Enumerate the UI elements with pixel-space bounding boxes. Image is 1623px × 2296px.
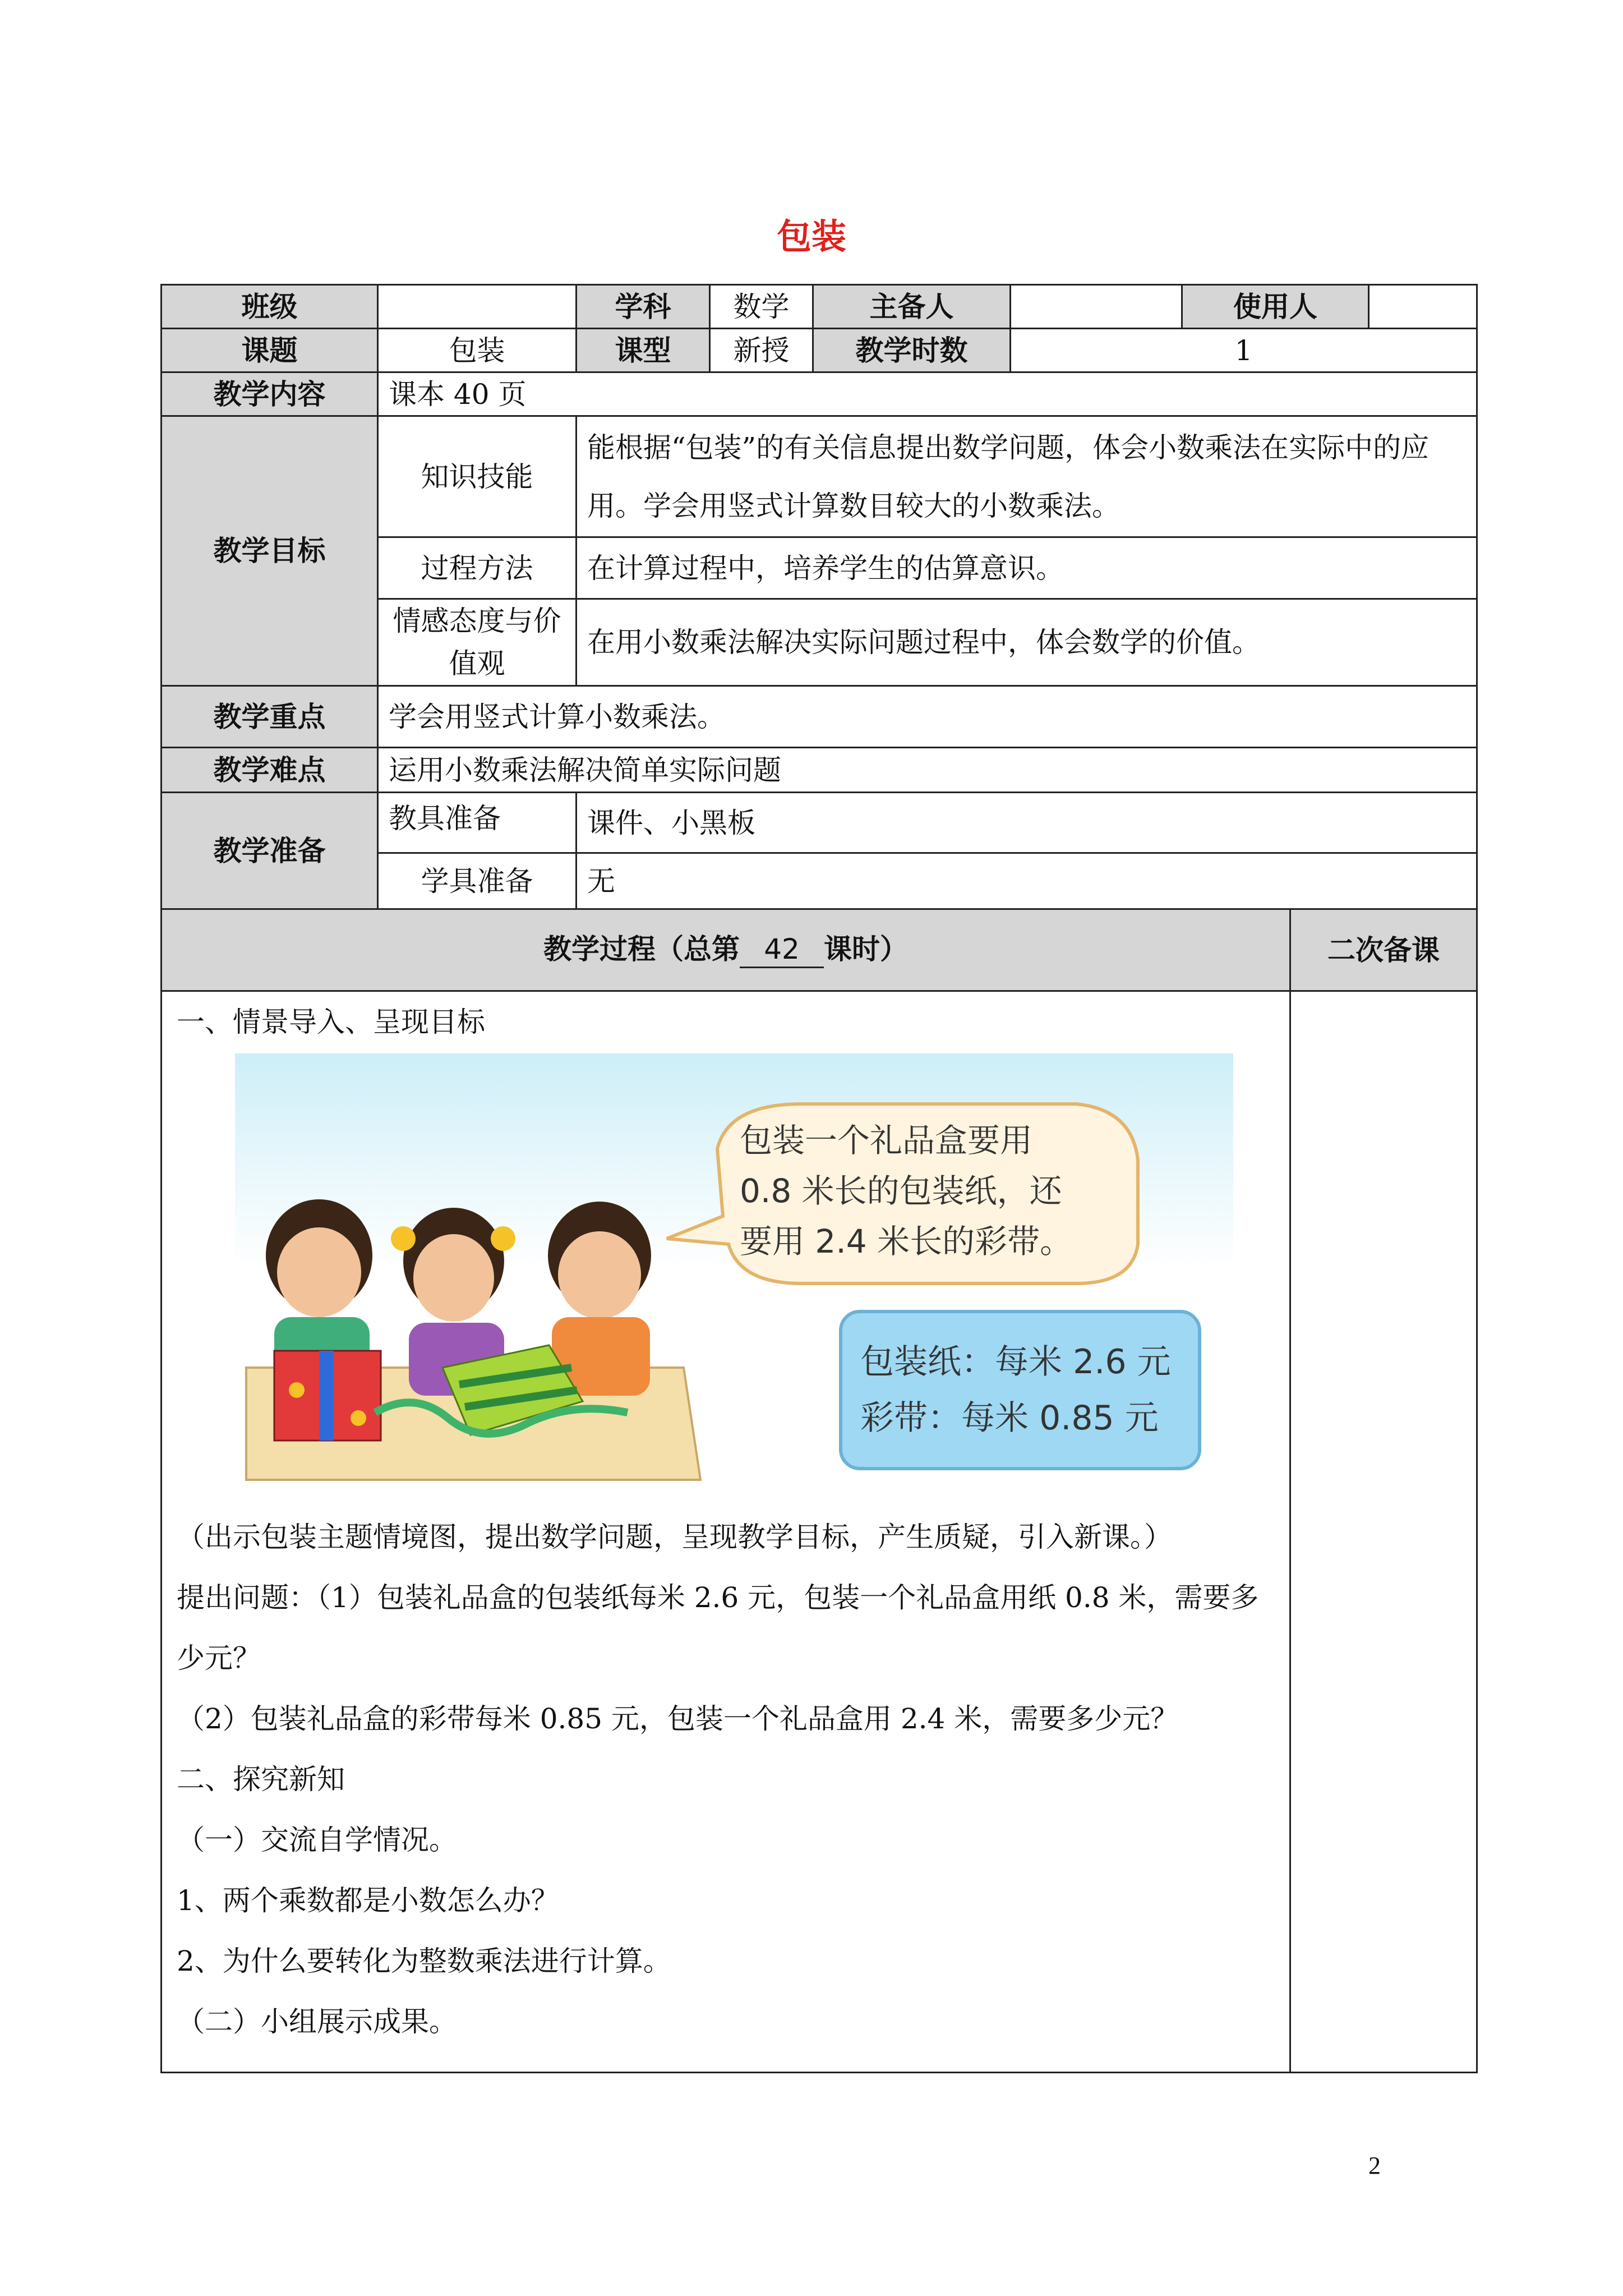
user-label: 使用人 xyxy=(1182,285,1369,329)
topic-value: 包装 xyxy=(378,329,577,372)
process-line: 少元？ xyxy=(177,1642,261,1674)
process-line: （出示包装主题情境图，提出数学问题，呈现教学目标，产生质疑，引入新课。） xyxy=(177,1521,1172,1553)
speech-bubble xyxy=(667,1104,1138,1283)
packaging-scene-illustration xyxy=(235,1053,1233,1485)
process-line: （一）交流自学情况。 xyxy=(177,1824,457,1856)
topic-label: 课题 xyxy=(162,329,378,372)
process-content xyxy=(162,991,1290,2073)
key-point-value: 学会用竖式计算小数乘法。 xyxy=(378,686,1477,748)
price-paper: 包装纸：每米 2.6 元 xyxy=(860,1342,1171,1382)
process-line: （二）小组展示成果。 xyxy=(177,2005,457,2038)
page-title: 包装 xyxy=(776,216,846,257)
difficulty-label: 教学难点 xyxy=(162,748,378,793)
preparation-label: 教学准备 xyxy=(162,793,378,909)
subject-label: 学科 xyxy=(577,285,710,329)
prep-label-student: 学具准备 xyxy=(378,853,577,909)
content-row xyxy=(162,372,1477,416)
process-header-row xyxy=(162,909,1477,991)
process-line: 1、两个乘数都是小数怎么办？ xyxy=(177,1884,559,1917)
process-header-prefix: 教学过程（总第 xyxy=(543,933,740,965)
goal-row-knowledge xyxy=(162,416,1477,537)
class-label: 班级 xyxy=(162,285,378,329)
page-number: 2 xyxy=(1368,2152,1381,2179)
process-line: 2、为什么要转化为整数乘法进行计算。 xyxy=(177,1945,671,1977)
hours-label: 教学时数 xyxy=(813,329,1011,372)
process-line: （2）包装礼品盒的彩带每米 0.85 元，包装一个礼品盒用 2.4 米，需要多少元？ xyxy=(177,1703,1179,1735)
lesson-plan-table xyxy=(160,284,1478,2073)
prep-value-student: 无 xyxy=(577,853,1477,909)
prep-label-teacher: 教具准备 xyxy=(378,793,577,853)
children-wrapping-gifts xyxy=(246,1199,700,1480)
preparer-value xyxy=(1011,285,1182,329)
process-header-suffix: 课时） xyxy=(824,933,908,965)
speech-line: 0.8 米长的包装纸，还 xyxy=(740,1172,1062,1210)
header-row-2 xyxy=(162,329,1477,372)
goal-label-process: 过程方法 xyxy=(378,537,577,599)
prep-value-teacher: 课件、小黑板 xyxy=(577,793,1477,853)
user-value xyxy=(1369,285,1477,329)
process-line: 一、情景导入、呈现目标 xyxy=(177,1006,485,1038)
speech-line: 要用 2.4 米长的彩带。 xyxy=(740,1222,1073,1260)
prep-row-teacher xyxy=(162,793,1477,853)
goal-label-knowledge: 知识技能 xyxy=(378,416,577,537)
subject-value: 数学 xyxy=(710,285,813,329)
goal-value-knowledge: 能根据“包装”的有关信息提出数学问题，体会小数乘法在实际中的应用。学会用竖式计算数目较大的小数乘法。 xyxy=(577,416,1477,537)
second-prep-header: 二次备课 xyxy=(1290,909,1477,991)
hours-value: 1 xyxy=(1011,329,1477,372)
type-value: 新授 xyxy=(710,329,813,372)
speech-line: 包装一个礼品盒要用 xyxy=(740,1121,1033,1159)
content-label: 教学内容 xyxy=(162,372,378,416)
goal-value-process: 在计算过程中，培养学生的估算意识。 xyxy=(577,537,1477,599)
goal-label-attitude: 情感态度与价值观 xyxy=(378,599,577,686)
process-header xyxy=(162,909,1290,991)
type-label: 课型 xyxy=(577,329,710,372)
preparer-label: 主备人 xyxy=(813,285,1011,329)
header-row-1 xyxy=(162,285,1477,329)
key-point-row xyxy=(162,686,1477,748)
price-ribbon: 彩带：每米 0.85 元 xyxy=(860,1398,1159,1438)
process-line: 二、探究新知 xyxy=(177,1763,345,1796)
second-prep-column xyxy=(1290,991,1477,2073)
difficulty-row xyxy=(162,748,1477,793)
class-value xyxy=(378,285,577,329)
content-value: 课本 40 页 xyxy=(378,372,1477,416)
process-content-row xyxy=(162,991,1477,2073)
key-point-label: 教学重点 xyxy=(162,686,378,748)
price-board xyxy=(841,1312,1200,1469)
process-lesson-number: 42 xyxy=(740,932,824,968)
goal-value-attitude: 在用小数乘法解决实际问题过程中，体会数学的价值。 xyxy=(577,599,1477,686)
difficulty-value: 运用小数乘法解决简单实际问题 xyxy=(378,748,1477,793)
goals-label: 教学目标 xyxy=(162,416,378,686)
process-line: 提出问题：（1）包装礼品盒的包装纸每米 2.6 元，包装一个礼品盒用纸 0.8 米，需要多 xyxy=(177,1581,1259,1614)
